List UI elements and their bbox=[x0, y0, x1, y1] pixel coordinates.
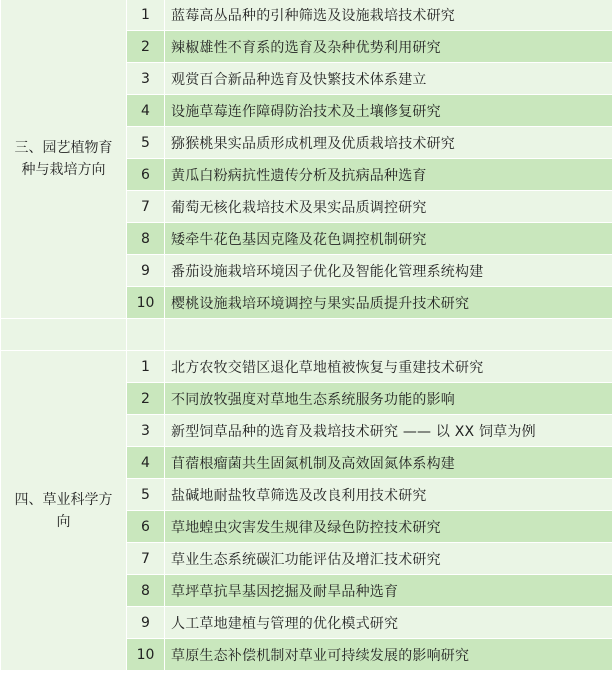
topic-number: 6 bbox=[127, 159, 165, 191]
spacer-cell bbox=[127, 319, 165, 351]
topic-title: 观赏百合新品种选育及快繁技术体系建立 bbox=[165, 63, 612, 95]
spacer-cell bbox=[165, 319, 612, 351]
section-spacer-row bbox=[1, 319, 612, 351]
topic-title: 不同放牧强度对草地生态系统服务功能的影响 bbox=[165, 383, 612, 415]
topic-number: 3 bbox=[127, 63, 165, 95]
category-cell: 三、园艺植物育种与栽培方向 bbox=[1, 0, 127, 319]
category-cell: 四、草业科学方向 bbox=[1, 351, 127, 671]
topic-title: 苜蓿根瘤菌共生固氮机制及高效固氮体系构建 bbox=[165, 447, 612, 479]
topic-title: 北方农牧交错区退化草地植被恢复与重建技术研究 bbox=[165, 351, 612, 383]
topic-row bbox=[1, 351, 612, 383]
topic-number: 8 bbox=[127, 575, 165, 607]
topic-number: 6 bbox=[127, 511, 165, 543]
topic-title: 人工草地建植与管理的优化模式研究 bbox=[165, 607, 612, 639]
topic-number: 9 bbox=[127, 255, 165, 287]
topic-title: 蓝莓高丛品种的引种筛选及设施栽培技术研究 bbox=[165, 0, 612, 31]
topic-number: 2 bbox=[127, 31, 165, 63]
topic-title: 葡萄无核化栽培技术及果实品质调控研究 bbox=[165, 191, 612, 223]
topic-number: 8 bbox=[127, 223, 165, 255]
topic-title: 番茄设施栽培环境因子优化及智能化管理系统构建 bbox=[165, 255, 612, 287]
topic-number: 1 bbox=[127, 351, 165, 383]
topic-title: 矮牵牛花色基因克隆及花色调控机制研究 bbox=[165, 223, 612, 255]
spacer-cell bbox=[1, 319, 127, 351]
topic-title: 草业生态系统碳汇功能评估及增汇技术研究 bbox=[165, 543, 612, 575]
topic-number: 4 bbox=[127, 447, 165, 479]
topic-title: 盐碱地耐盐牧草筛选及改良利用技术研究 bbox=[165, 479, 612, 511]
topic-number: 10 bbox=[127, 639, 165, 671]
topic-title: 辣椒雄性不育系的选育及杂种优势利用研究 bbox=[165, 31, 612, 63]
topic-number: 7 bbox=[127, 191, 165, 223]
topic-number: 5 bbox=[127, 127, 165, 159]
topic-table-body bbox=[1, 0, 612, 671]
topic-number: 1 bbox=[127, 0, 165, 31]
topic-number: 2 bbox=[127, 383, 165, 415]
topic-row bbox=[1, 0, 612, 31]
topic-title: 猕猴桃果实品质形成机理及优质栽培技术研究 bbox=[165, 127, 612, 159]
topic-title: 设施草莓连作障碍防治技术及土壤修复研究 bbox=[165, 95, 612, 127]
topic-number: 5 bbox=[127, 479, 165, 511]
topic-title: 草原生态补偿机制对草业可持续发展的影响研究 bbox=[165, 639, 612, 671]
topic-number: 3 bbox=[127, 415, 165, 447]
topic-title: 草坪草抗旱基因挖掘及耐旱品种选育 bbox=[165, 575, 612, 607]
topic-number: 10 bbox=[127, 287, 165, 319]
topic-title: 新型饲草品种的选育及栽培技术研究 —— 以 XX 饲草为例 bbox=[165, 415, 612, 447]
topic-number: 7 bbox=[127, 543, 165, 575]
topic-title: 黄瓜白粉病抗性遗传分析及抗病品种选育 bbox=[165, 159, 612, 191]
topic-number: 4 bbox=[127, 95, 165, 127]
topic-number: 9 bbox=[127, 607, 165, 639]
topic-title: 草地蝗虫灾害发生规律及绿色防控技术研究 bbox=[165, 511, 612, 543]
topic-title: 樱桃设施栽培环境调控与果实品质提升技术研究 bbox=[165, 287, 612, 319]
